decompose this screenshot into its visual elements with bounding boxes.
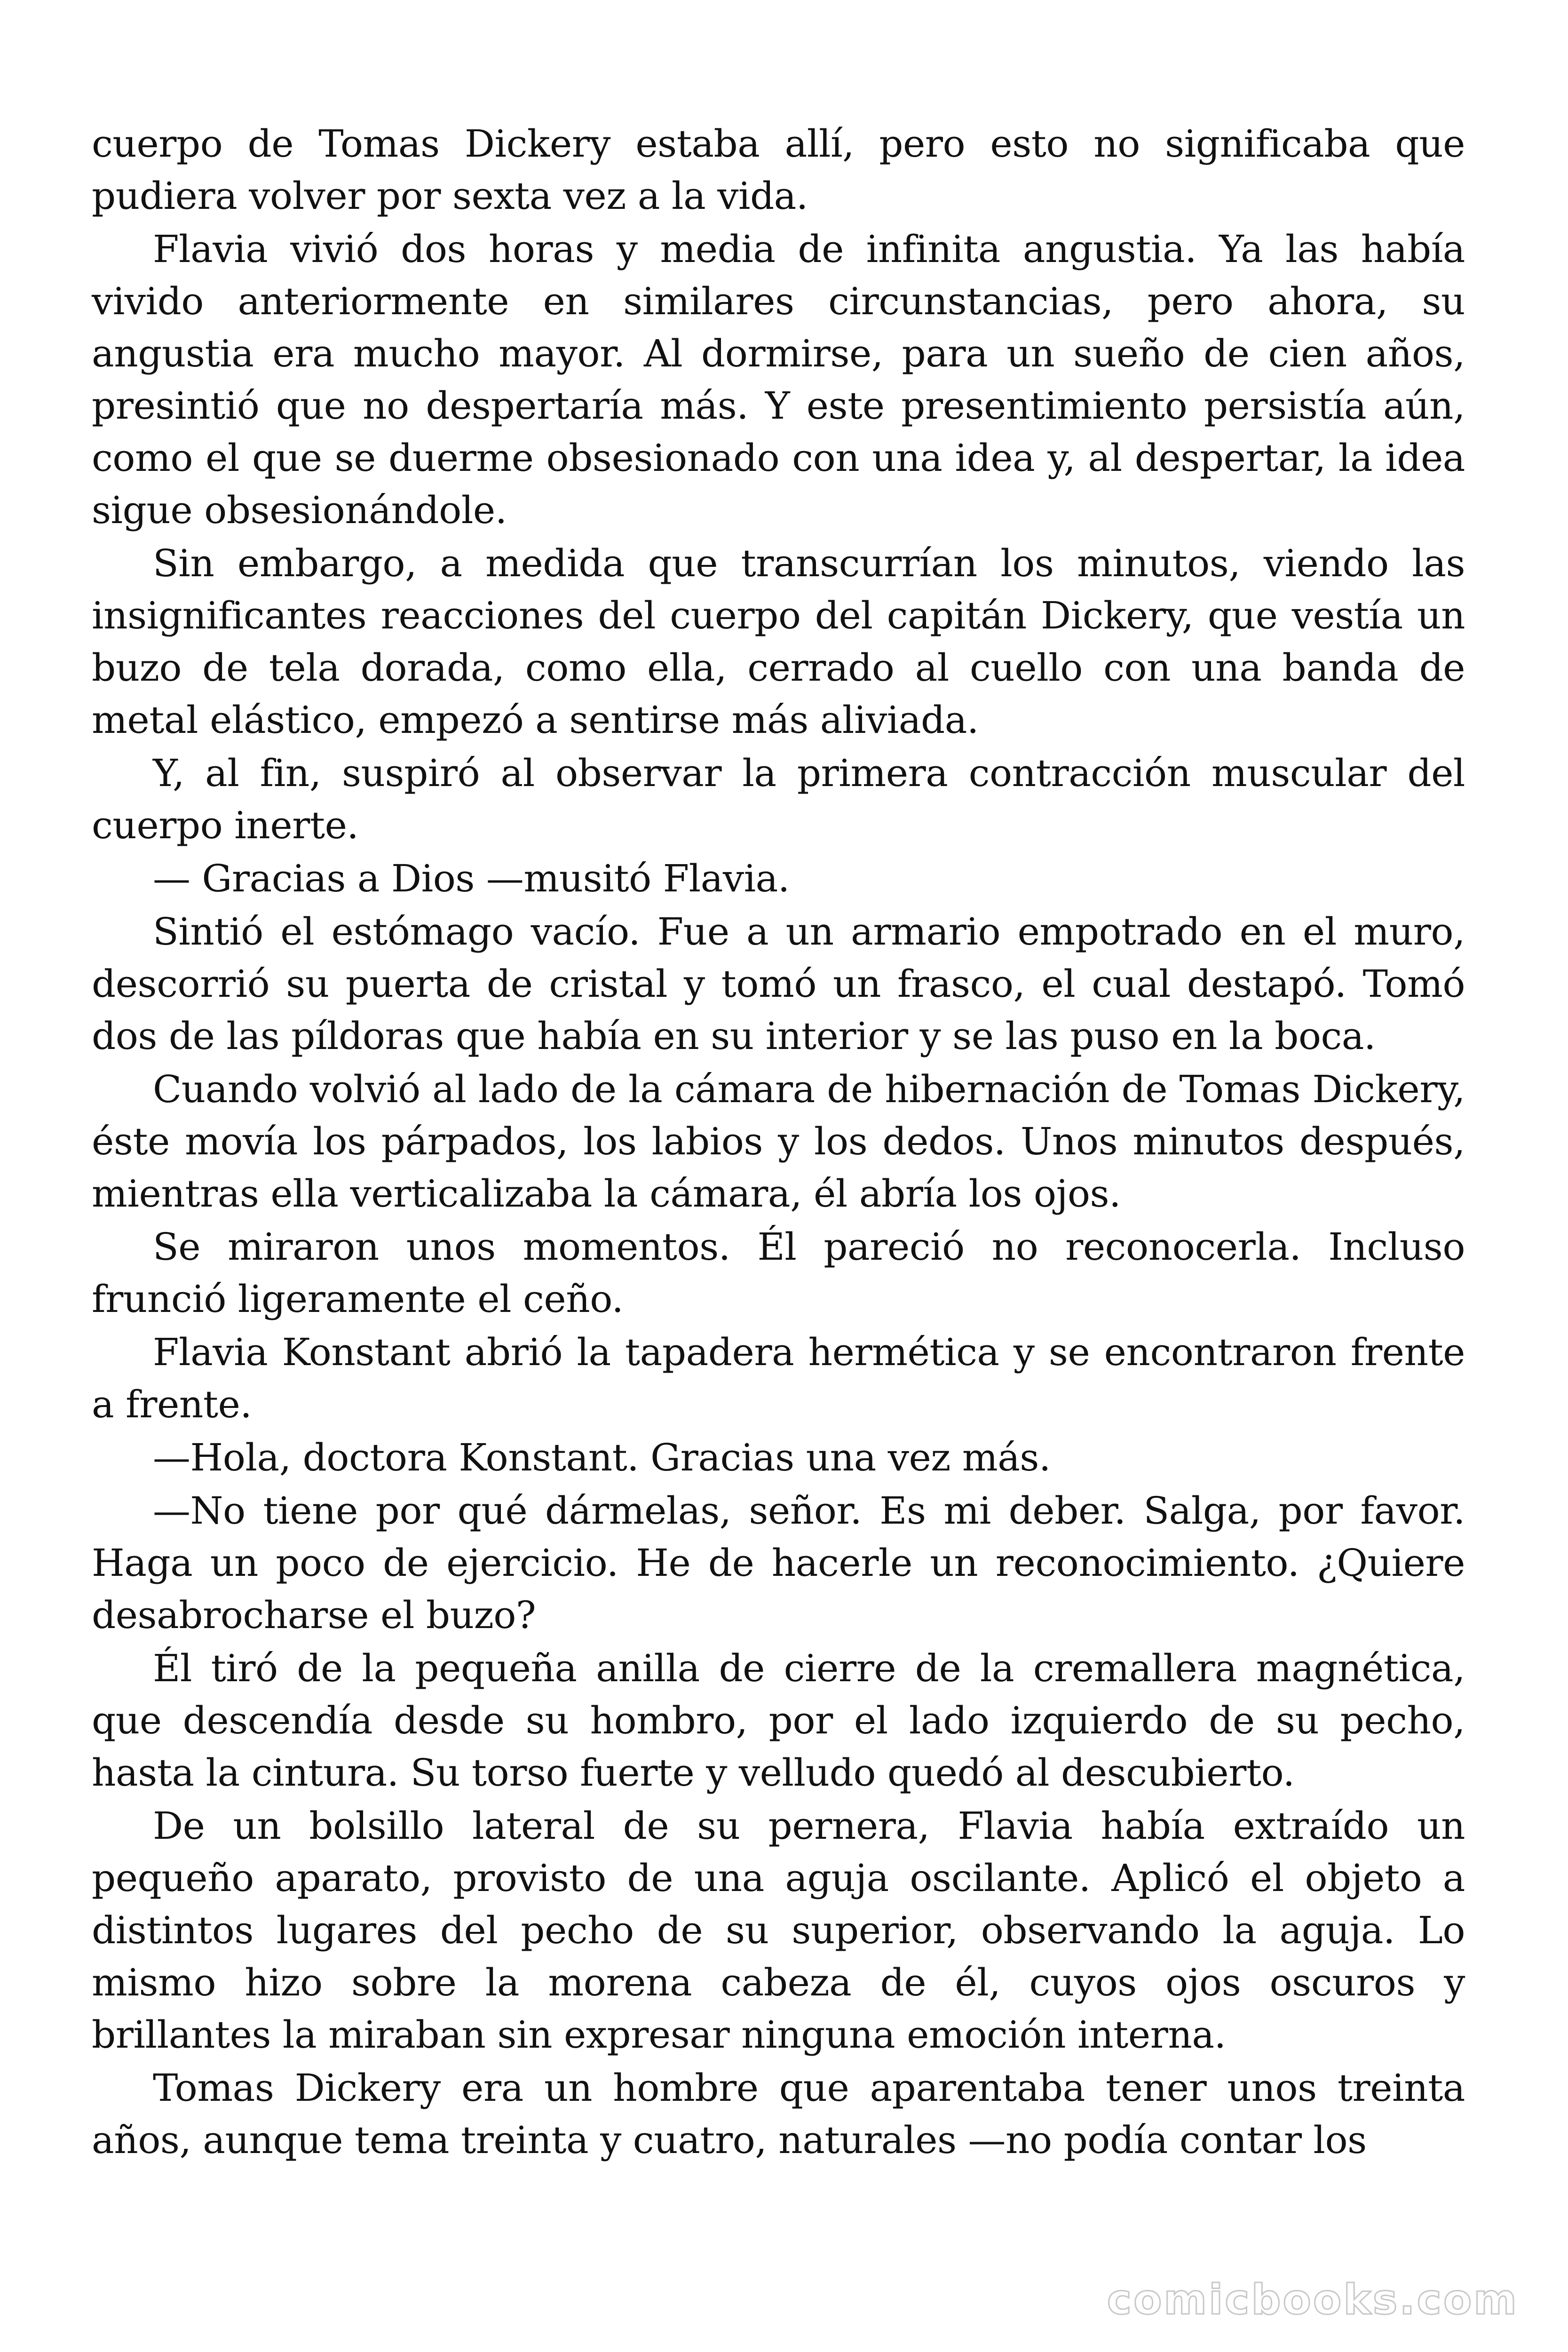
paragraph: Sin embargo, a medida que transcurrían los minutos, viendo las insignificantes reacciones del cuerpo del capitán Dickery, que vestía un buzo de tela dorada, como ella, cerrado al cuello con una banda de metal elástico, empezó a sentirse más aliviada.: [92, 541, 1465, 742]
paragraph: Flavia vivió dos horas y media de infinita angustia. Ya las había vivido anteriormente en similares circunstancias, pero ahora, su angustia era mucho mayor. Al dormirse, para un sueño de cien años, presintió que no despertaría más. Y este presentimiento persistía aún, como el que se duerme obsesionado con una idea y, al despertar, la idea sigue obsesionándole.: [92, 227, 1465, 532]
paragraph: — Gracias a Dios —musitó Flavia.: [153, 857, 790, 900]
paragraph: Y, al fin, suspiró al observar la primera contracción muscular del cuerpo inerte.: [92, 751, 1465, 847]
paragraph: Flavia Konstant abrió la tapadera hermética y se encontraron frente a frente.: [92, 1330, 1465, 1426]
paragraph: De un bolsillo lateral de su pernera, Flavia había extraído un pequeño aparato, provisto de una aguja oscilante. Aplicó el objeto a distintos lugares del pecho de su superior, observando la aguja. Lo mismo hizo sobre la morena cabeza de él, cuyos ojos oscuros y brillantes la miraban sin expresar ninguna emoción interna.: [92, 1804, 1465, 2057]
paragraph: cuerpo de Tomas Dickery estaba allí, pero esto no significaba que pudiera volver por sexta vez a la vida.: [92, 122, 1465, 218]
paragraph: Se miraron unos momentos. Él pareció no reconocerla. Incluso frunció ligeramente el ceño.: [92, 1225, 1465, 1321]
paragraph: —No tiene por qué dármelas, señor. Es mi deber. Salga, por favor. Haga un poco de ejercicio. He de hacerle un reconocimiento. ¿Quiere desabrocharse el buzo?: [92, 1489, 1465, 1637]
paragraph: Tomas Dickery era un hombre que aparentaba tener unos treinta años, aunque tema treinta y cuatro, naturales —no podía contar los: [92, 2066, 1465, 2162]
paragraph: —Hola, doctora Konstant. Gracias una vez más.: [153, 1436, 1051, 1479]
paragraph: Cuando volvió al lado de la cámara de hibernación de Tomas Dickery, éste movía los párpados, los labios y los dedos. Unos minutos después, mientras ella verticalizaba la cámara, él abría los ojos.: [92, 1067, 1465, 1216]
paragraph: Él tiró de la pequeña anilla de cierre de la cremallera magnética, que descendía desde su hombro, por el lado izquierdo de su pecho, hasta la cintura. Su torso fuerte y velludo quedó al descubierto.: [92, 1646, 1465, 1795]
watermark: comicbooks.com: [1107, 2275, 1519, 2324]
paragraph: Sintió el estómago vacío. Fue a un armario empotrado en el muro, descorrió su puerta de cristal y tomó un frasco, el cual destapó. Tomó dos de las píldoras que había en su interior y se las puso en la boca.: [92, 910, 1465, 1058]
body-text: [92, 118, 1465, 2167]
